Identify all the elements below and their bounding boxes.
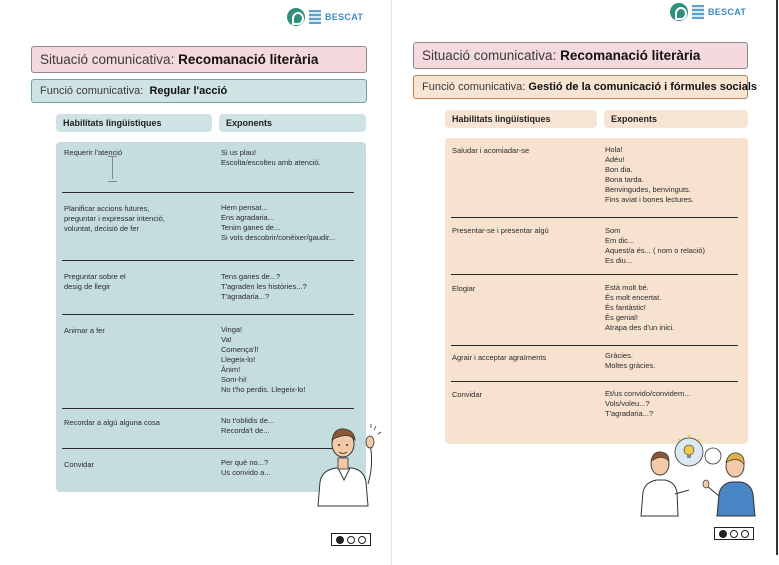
header-exponents: Exponents (219, 114, 366, 132)
table-row: Presentar-se i presentar algú (452, 226, 549, 235)
row-divider (62, 314, 354, 315)
table-row: Convidar (452, 390, 483, 399)
row-divider (451, 274, 738, 275)
exponents-cell: Si us plau! Escolta/escolteu amb atenció. (221, 148, 321, 167)
situation-title: Situació comunicativa: Recomanació literària (31, 46, 367, 73)
creative-commons-icon (714, 527, 754, 540)
table-row: Preguntar sobre el desig de llegir (64, 272, 126, 291)
table-row: Recordar a algú alguna cosa (64, 418, 160, 427)
situation-title-strong: Recomanació literària (560, 48, 701, 63)
table-right (445, 138, 748, 444)
table-row: Elogiar (452, 284, 476, 293)
exponents-cell: Hola! Adéu! Bon dia. Bona tarda. Benvingudes, benvinguts. Fins aviat i bones lectures. (605, 145, 694, 204)
table-row: Requerir l'atenció (64, 148, 123, 157)
function-title: Funció comunicativa: Regular l'acció (31, 79, 367, 103)
exponents-cell: Vinga! Va! Comença'l! Llegeix-lo! Ànim! Som-hi! No t'ho perdis. Llegeix-lo! (221, 325, 306, 394)
exponents-cell: Per què no...? Us convido a... (221, 458, 271, 477)
exponents-cell: Hem pensat... Ens agradaria... Tenim ganes de... Si vols descobrir/conèixer/gaudir... (221, 203, 336, 242)
exponents-cell: Gràcies. Moltes gràcies. (605, 351, 656, 370)
header-skills: Habilitats lingüístiques (56, 114, 212, 132)
book-icon (692, 5, 704, 19)
exponents-cell: Et/us convido/convidem... Vols/voleu...? T'agradaria...? (605, 389, 691, 418)
function-title-strong: Gestió de la comunicació i fórmules socials (528, 81, 758, 93)
exponents-cell: Tens ganes de...? T'agraden les històries...? T'agradaria...? (221, 272, 307, 301)
situation-title: Situació comunicativa: Recomanació literària (413, 42, 748, 69)
page-right (395, 0, 779, 565)
header-skills: Habilitats lingüístiques (445, 110, 597, 128)
exponents-cell: Està molt bé. És molt encertat. És fantàstic! És genial! Atrapa des d'un inici. (605, 283, 675, 332)
book-icon (309, 10, 321, 24)
table-row: Agrair i acceptar agraïments (452, 353, 547, 362)
function-title: Funció comunicativa: Gestió de la comunicació i fórmules socials (413, 75, 748, 99)
header-exponents: Exponents (604, 110, 748, 128)
bescat-logo-icon (670, 3, 688, 21)
window-edge (776, 0, 778, 555)
table-row: Convidar (64, 460, 95, 469)
page-divider (391, 0, 392, 565)
man-thinking-illustration (312, 424, 382, 506)
exponents-cell: Som Em dic... Aquest/a és... ( nom o relació) Es diu... (605, 226, 706, 265)
creative-commons-icon (331, 533, 371, 546)
row-divider (62, 408, 354, 409)
row-divider (62, 260, 354, 261)
function-title-strong: Regular l'acció (149, 85, 228, 97)
bescat-logo (287, 8, 363, 26)
logo-text: BESCAT (708, 6, 747, 17)
row-divider (62, 192, 354, 193)
row-divider (451, 345, 738, 346)
table-row: Saludar i acomiadar-se (452, 146, 530, 155)
table-row: Planificar accions futures, preguntar i expressar intenció, voluntat, decisió de fer (64, 204, 165, 233)
bescat-logo-icon (287, 8, 305, 26)
exponents-cell: No t'oblidis de... Recorda't de... (221, 416, 275, 435)
situation-title-strong: Recomanació literària (178, 52, 319, 67)
table-row: Animar a fer (64, 326, 105, 335)
row-divider (62, 448, 354, 449)
people-idea-illustration (633, 434, 763, 516)
logo-text: BESCAT (325, 11, 364, 22)
row-divider (451, 381, 738, 382)
text-cursor-icon (108, 156, 118, 180)
bescat-logo (670, 3, 746, 21)
row-divider (451, 217, 738, 218)
